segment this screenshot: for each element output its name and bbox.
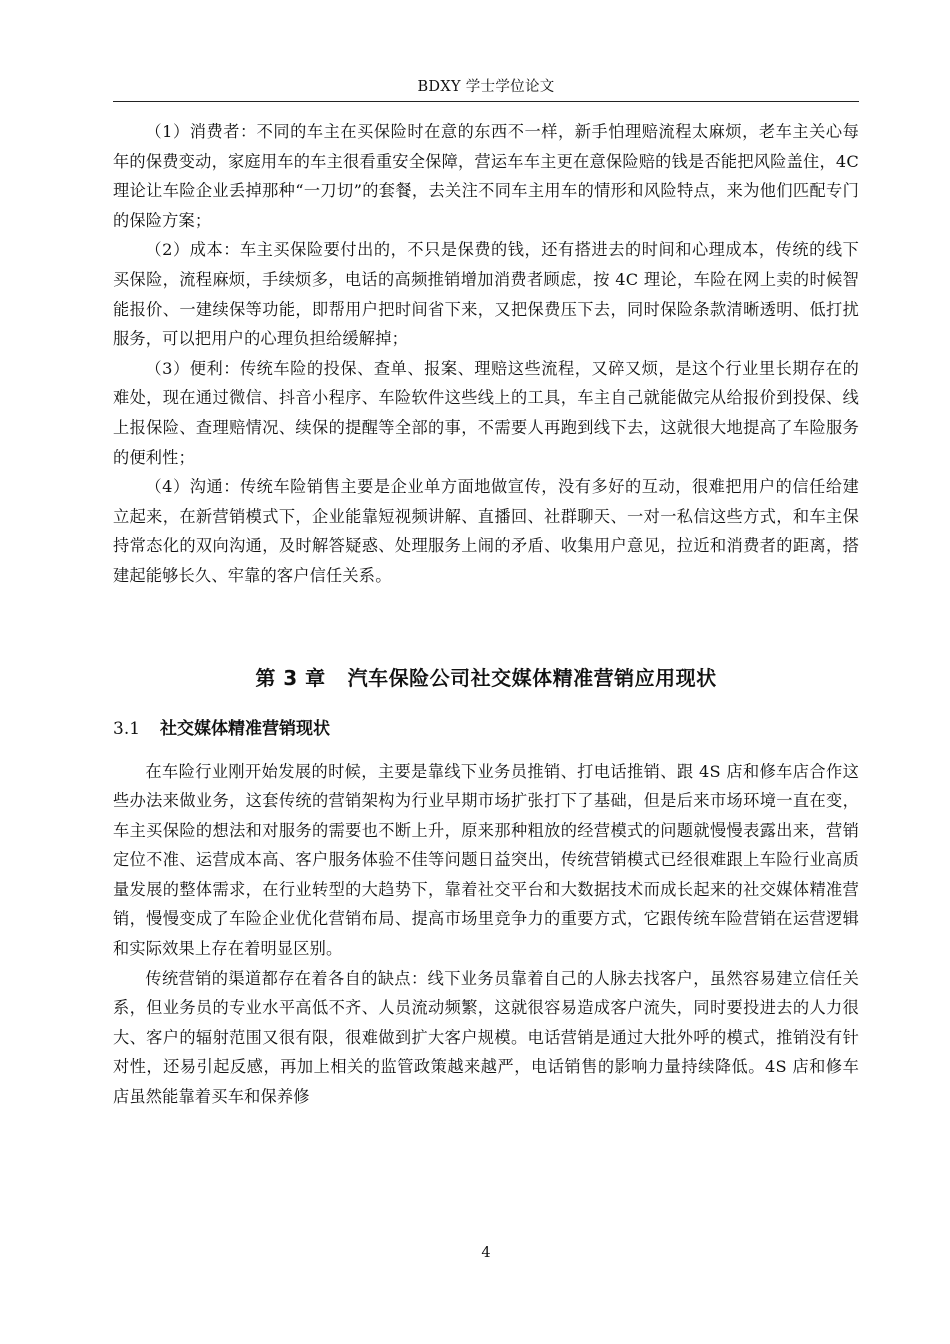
section-number: 3.1 xyxy=(113,718,141,739)
body-text xyxy=(113,117,859,1112)
paragraph-traditional-channels: 传统营销的渠道都存在着各自的缺点：线下业务员靠着自己的人脉去找客户，虽然容易建立信任关系，但业务员的专业水平高低不齐、人员流动频繁，这就很容易造成客户流失，同时要投进去的人力很大、客户的辐射范围又很有限，很难做到扩大客户规模。电话营销是通过大批外呼的模式，推销没有针对性，还易引起反感，再加上相关的监管政策越来越严，电话销售的影响力量持续降低。4S 店和修车店虽然能靠着买车和保养修 xyxy=(113,968,859,1107)
header-rule xyxy=(113,101,859,102)
paragraph-consumer: （1）消费者：不同的车主在买保险时在意的东西不一样，新手怕理赔流程太麻烦，老车主关心每年的保费变动，家庭用车的车主很看重安全保障，营运车车主更在意保险赔的钱是否能把风险盖住，4C 理论让车险企业丢掉那种“一刀切”的套餐，去关注不同车主用车的情形和风险特点，来为他们匹配专门的保险方案； xyxy=(113,122,859,230)
paragraph-industry-history: 在车险行业刚开始发展的时候，主要是靠线下业务员推销、打电话推销、跟 4S 店和修车店合作这些办法来做业务，这套传统的营销架构为行业早期市场扩张打下了基础，但是后来市场环境一直在变，车主买保险的想法和对服务的需要也不断上升，原来那种粗放的经营模式的问题就慢慢表露出来，营销定位不准、运营成本高、客户服务体验不佳等问题日益突出，传统营销模式已经很难跟上车险行业高质量发展的整体需求，在行业转型的大趋势下，靠着社交平台和大数据技术而成长起来的社交媒体精准营销，慢慢变成了车险企业优化营销布局、提高市场里竞争力的重要方式，它跟传统车险营销在运营逻辑和实际效果上存在着明显区别。 xyxy=(113,761,859,959)
paragraph-convenience: （3）便利：传统车险的投保、查单、报案、理赔这些流程，又碎又烦，是这个行业里长期存在的难处，现在通过微信、抖音小程序、车险软件这些线上的工具，车主自己就能做完从给报价到投保、线上报保险、查理赔情况、续保的提醒等全部的事，不需要人再跑到线下去，这就很大地提高了车险服务的便利性； xyxy=(113,358,859,467)
section-title: 社交媒体精准营销现状 xyxy=(160,718,331,739)
section-heading xyxy=(113,711,859,747)
running-header: BDXY 学士学位论文 xyxy=(417,79,555,95)
chapter-title: 汽车保险公司社交媒体精准营销应用现状 xyxy=(347,665,717,690)
paragraph-communication: （4）沟通：传统车险销售主要是企业单方面地做宣传，没有多好的互动，很难把用户的信任给建立起来，在新营销模式下，企业能靠短视频讲解、直播回、社群聊天、一对一私信这些方式，和车主保持常态化的双向沟通，及时解答疑惑、处理服务上闹的矛盾、收集用户意见，拉近和消费者的距离，搭建起能够长久、牢靠的客户信任关系。 xyxy=(113,477,859,585)
chapter-number: 第 3 章 xyxy=(255,665,326,690)
paragraph-cost: （2）成本：车主买保险要付出的，不只是保费的钱，还有搭进去的时间和心理成本，传统的线下买保险，流程麻烦，手续烦多，电话的高频推销增加消费者顾虑，按 4C 理论，车险在网上卖的时候智能报价、一建续保等功能，即帮用户把时间省下来，又把保费压下去，同时保险条款清晰透明、低打扰服务，可以把用户的心理负担给缓解掉； xyxy=(113,240,859,349)
page-number: 4 xyxy=(481,1245,491,1261)
chapter-heading xyxy=(113,658,859,698)
